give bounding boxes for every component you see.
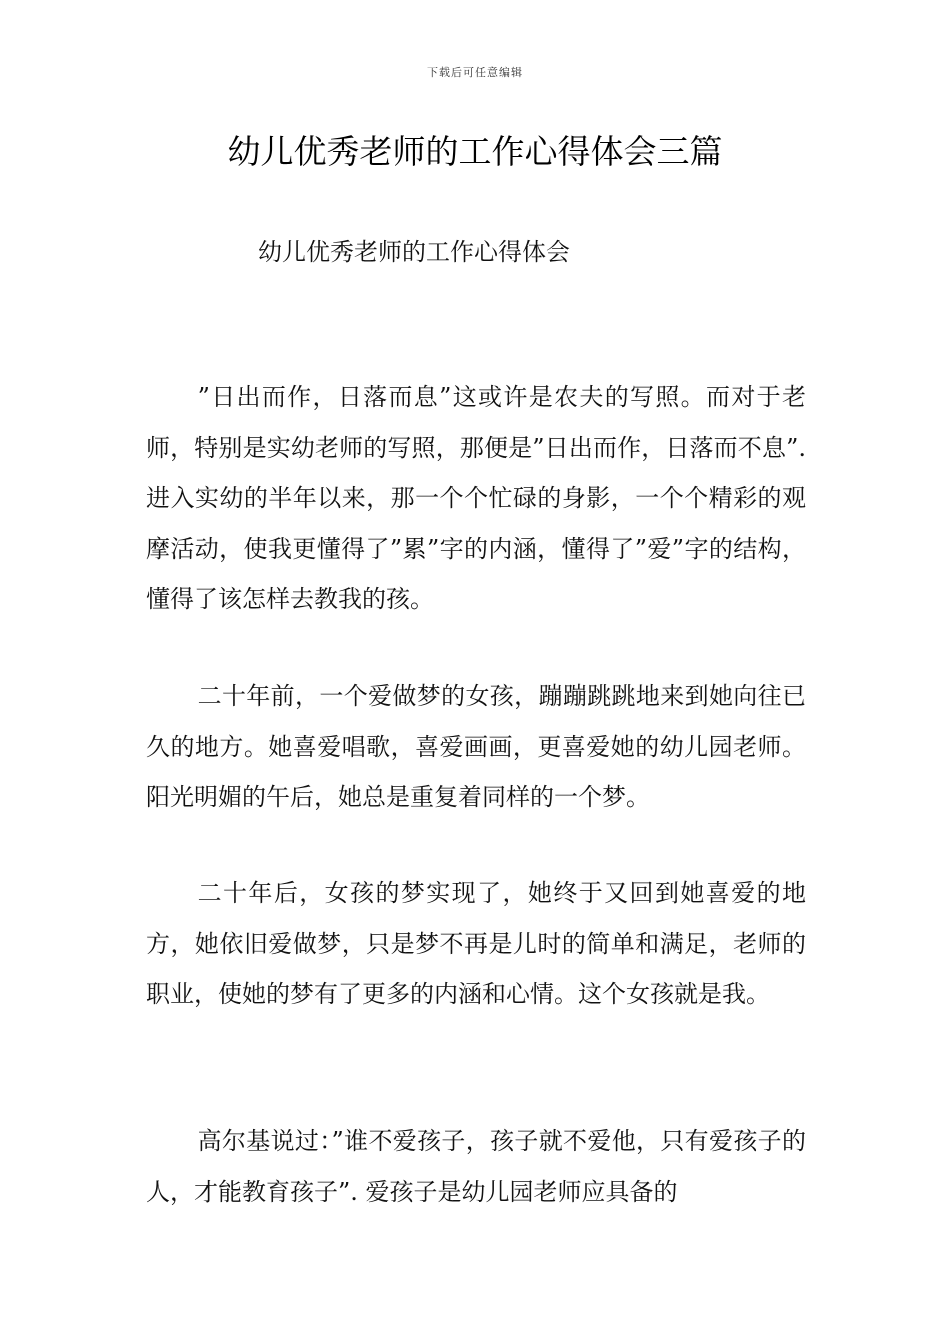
paragraph-3: 二十年后，女孩的梦实现了，她终于又回到她喜爱的地方，她依旧爱做梦，只是梦不再是儿时的简单和满足，老师的职业，使她的梦有了更多的内涵和心情。这个女孩就是我。 <box>146 879 806 1008</box>
document-title: 幼儿优秀老师的工作心得体会三篇 <box>227 132 723 171</box>
paragraph-4: 高尔基说过：”谁不爱孩子，孩子就不爱他，只有爱孩子的人，才能教育孩子”. 爱孩子是幼儿园老师应具备的 <box>146 1127 806 1206</box>
header-note: 下载后可任意编辑 <box>427 66 523 79</box>
document-subtitle: 幼儿优秀老师的工作心得体会 <box>258 238 570 266</box>
paragraph-2: 二十年前，一个爱做梦的女孩，蹦蹦跳跳地来到她向往已久的地方。她喜爱唱歌，喜爱画画，更喜爱她的幼儿园老师。阳光明媚的午后，她总是重复着同样的一个梦。 <box>146 682 806 811</box>
paragraph-1: ”日出而作，日落而息”这或许是农夫的写照。而对于老师，特别是实幼老师的写照，那便是”日出而作，日落而不息”. 进入实幼的半年以来，那一个个忙碌的身影，一个个精彩的观摩活动，使我更懂得了”累”字的内涵，懂得了”爱”字的结构，懂得了该怎样去教我的孩。 <box>146 383 806 613</box>
